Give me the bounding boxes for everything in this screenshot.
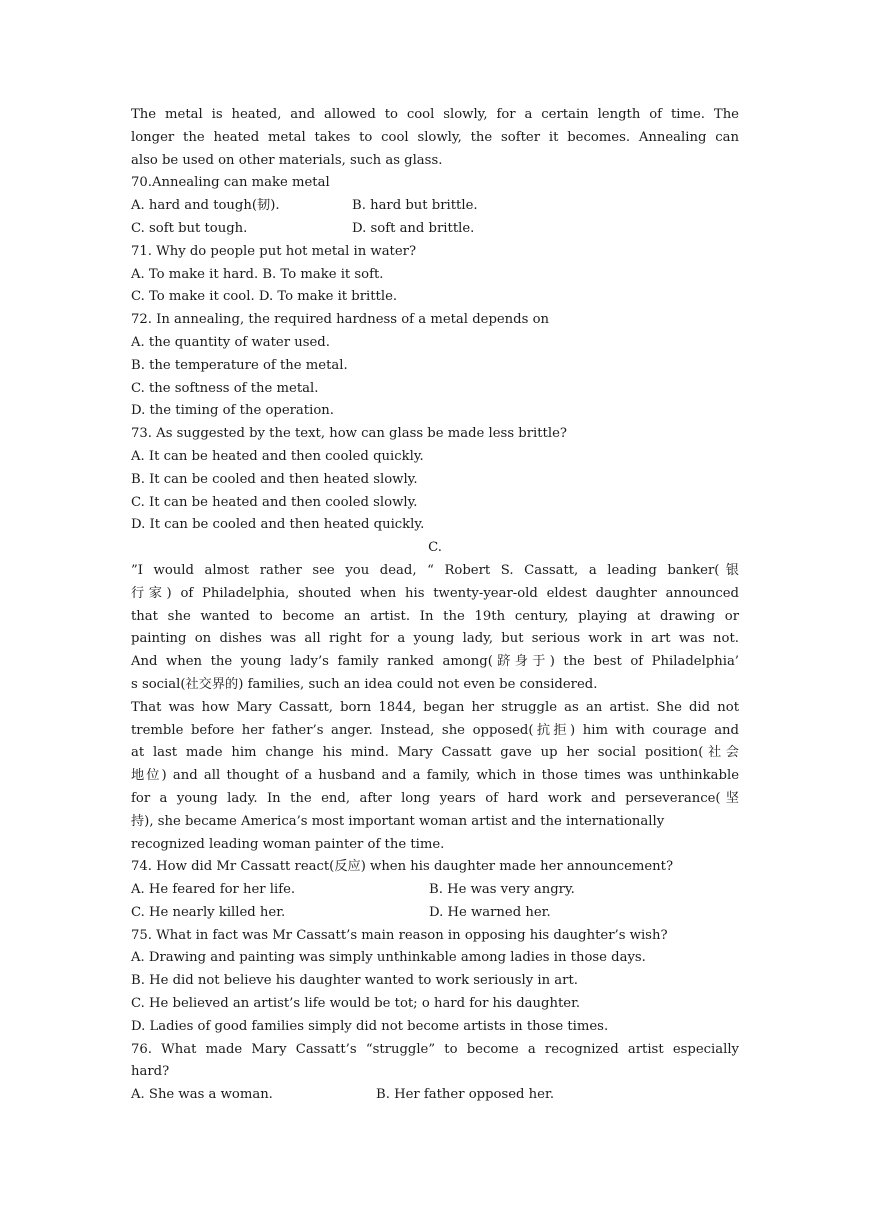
question-73-stem: 73. As suggested by the text, how can glass be made less brittle? (131, 426, 567, 442)
passage-c-line: That was how Mary Cassatt, born 1844, began her struggle as an artist. She did not (131, 699, 739, 715)
question-71-stem: 71. Why do people put hot metal in water? (131, 243, 417, 259)
option-a: A. Drawing and painting was simply unthinkable among ladies in those days. (131, 950, 646, 966)
passage-b-line: longer the heated metal takes to cool slowly, the softer it becomes. Annealing can (131, 129, 739, 145)
passage-c-line: And when the young lady’s family ranked among(跻身于) the best of Philadelphia’ (131, 654, 739, 670)
option-c: C. He nearly killed her. (131, 904, 286, 920)
question-72-stem: 72. In annealing, the required hardness of a metal depends on (131, 312, 550, 328)
question-71-options-cd: C. To make it cool. D. To make it brittle. (131, 289, 398, 305)
passage-c-line: painting on dishes was all right for a young lady, but serious work in art was not. (131, 631, 739, 647)
passage-b-line: The metal is heated, and allowed to cool slowly, for a certain length of time. The (131, 107, 739, 122)
option-b: B. It can be cooled and then heated slowly. (131, 471, 418, 487)
question-74-stem: 74. How did Mr Cassatt react(反应) when his daughter made her announcement? (131, 859, 674, 875)
option-a: A. the quantity of water used. (131, 334, 330, 350)
option-b: B. He was very angry. (429, 882, 575, 898)
option-b: B. He did not believe his daughter wanted to work seriously in art. (131, 973, 578, 989)
passage-c-line: s social(社交界的) families, such an idea could not even be considered. (131, 676, 598, 692)
question-75-stem: 75. What in fact was Mr Cassatt’s main reason in opposing his daughter’s wish? (131, 927, 668, 943)
question-70-options-ab (131, 195, 739, 218)
option-d: D. soft and brittle. (352, 220, 475, 236)
question-70-options-cd (131, 218, 739, 241)
passage-c-line: tremble before her father’s anger. Instead, she opposed(抗拒) him with courage and (131, 722, 739, 738)
passage-c-line: at last made him change his mind. Mary Cassatt gave up her social position(社会 (131, 745, 739, 761)
option-c: C. It can be heated and then cooled slowly. (131, 494, 418, 510)
option-d: D. It can be cooled and then heated quickly. (131, 517, 425, 533)
passage-c-line: 持), she became America’s most important woman artist and the internationally (131, 813, 665, 829)
question-74-options-ab (131, 879, 739, 902)
question-71-options-ab: A. To make it hard. B. To make it soft. (131, 266, 384, 282)
option-c: C. the softness of the metal. (131, 380, 319, 396)
option-b: B. hard but brittle. (352, 198, 478, 214)
question-70-stem: 70.Annealing can make metal (131, 175, 330, 191)
option-a: A. She was a woman. (131, 1087, 273, 1103)
option-d: D. the timing of the operation. (131, 403, 334, 419)
option-c: C. He believed an artist’s life would be tot; o hard for his daughter. (131, 996, 581, 1012)
option-c: C. soft but tough. (131, 220, 248, 236)
passage-c-line: 地位) and all thought of a husband and a family, which in those times was unthinkable (131, 768, 739, 784)
question-76-stem: 76. What made Mary Cassatt’s “struggle” to become a recognized artist especially (131, 1041, 739, 1057)
option-b: B. Her father opposed her. (376, 1087, 555, 1103)
option-a: A. He feared for her life. (131, 882, 296, 898)
option-d: D. He warned her. (429, 904, 551, 920)
passage-c-line: recognized leading woman painter of the time. (131, 836, 445, 852)
option-a: A. It can be heated and then cooled quickly. (131, 448, 424, 464)
question-76-options-ab (131, 1084, 739, 1107)
question-74-options-cd (131, 902, 739, 925)
section-heading: C. (428, 540, 442, 556)
option-a: A. hard and tough(韧). (131, 198, 280, 214)
option-d: D. Ladies of good families simply did not become artists in those times. (131, 1018, 609, 1034)
passage-b-line: also be used on other materials, such as glass. (131, 152, 443, 168)
passage-c-line: ”I would almost rather see you dead, “ Robert S. Cassatt, a leading banker(银 (131, 562, 739, 578)
question-76-stem-cont: hard? (131, 1064, 170, 1080)
option-b: B. the temperature of the metal. (131, 357, 348, 373)
passage-c-line: 行家) of Philadelphia, shouted when his twenty-year-old eldest daughter announced (131, 585, 739, 601)
passage-c-line: for a young lady. In the end, after long years of hard work and perseverance(坚 (131, 790, 739, 806)
document-page (131, 104, 739, 1107)
passage-c-line: that she wanted to become an artist. In the 19th century, playing at drawing or (131, 608, 739, 624)
